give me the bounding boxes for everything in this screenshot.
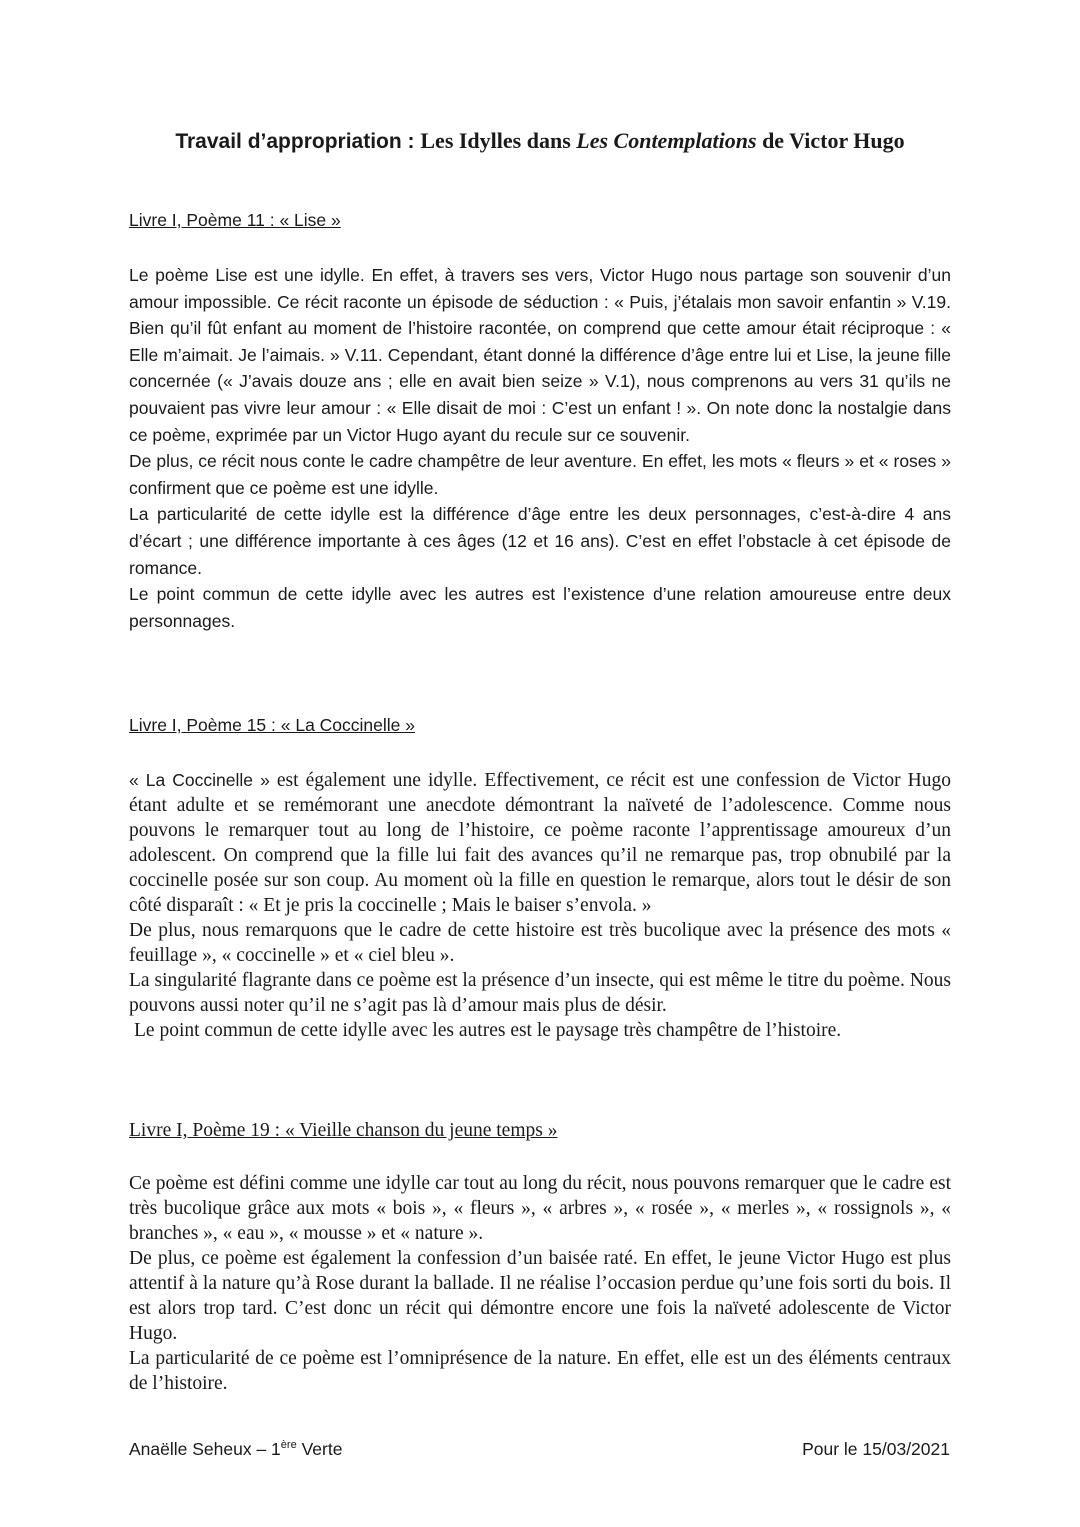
paragraph: « La Coccinelle » est également une idylle. Effectivement, ce récit est une confession de Victor Hugo étant adulte et se remémorant une anecdote démontrant la naïveté de l’adolescence. Comme nous pouvons le remarquer tout au long de l’histoire, ce poème raconte l’apprentissage amoureux d’un adolescent. On comprend que la fille lui fait des avances qu’il ne remarque pas, trop obnubilé par la coccinelle posée sur son coup. Au moment où la fille en question le remarque, alors tout le désir de son côté disparaît : « Et je pris la coccinelle ; Mais le baiser s’envola. » (129, 770, 951, 916)
section-body-vieille-chanson (129, 1171, 951, 1396)
paragraph: Le poème Lise est une idylle. En effet, à travers ses vers, Victor Hugo nous partage son souvenir d’un amour impossible. Ce récit raconte un épisode de séduction : « Puis, j’étalais mon savoir enfantin » V.19. Bien qu’il fût enfant au moment de l’histoire racontée, on comprend que cette amour était réciproque : « Elle m’aimait. Je l’aimais. » V.11. Cependant, étant donné la différence d’âge entre lui et Lise, la jeune fille concernée (« J’avais douze ans ; elle en avait bien seize » V.1), nous comprenons au vers 31 qu’ils ne pouvaient pas vivre leur amour : « Elle disait de moi : C’est un enfant ! ». On note donc la nostalgie dans ce poème, exprimée par un Victor Hugo ayant du recule sur ce souvenir. (129, 265, 951, 445)
section-heading-vieille-chanson: Livre I, Poème 19 : « Vieille chanson du jeune temps » (129, 1120, 558, 1141)
paragraph: Ce poème est défini comme une idylle car tout au long du récit, nous pouvons remarquer que le cadre est très bucolique grâce aux mots « bois », « fleurs », « arbres », « rosée », « merles », « rossignols », « branches », « eau », « mousse » et « nature ». (129, 1173, 951, 1244)
paragraph: La particularité de ce poème est l’omniprésence de la nature. En effet, elle est un des éléments centraux de l’histoire. (129, 1348, 951, 1394)
section-body-lise (129, 262, 951, 634)
paragraph: La particularité de cette idylle est la différence d’âge entre les deux personnages, c’est-à-dire 4 ans d’écart ; une différence importante à ces âges (12 et 16 ans). C’est en effet l’obstacle à cet épisode de romance. (129, 504, 951, 578)
paragraph: La singularité flagrante dans ce poème est la présence d’un insecte, qui est même le titre du poème. Nous pouvons aussi noter qu’il ne s’agit pas là d’amour mais plus de désir. (129, 970, 951, 1016)
document-title (0, 128, 1080, 154)
title-part-1: Travail d’appropriation : (175, 130, 421, 153)
paragraph: Le point commun de cette idylle avec les autres est le paysage très champêtre de l’histoire. (134, 1020, 842, 1041)
title-part-4: de Victor Hugo (756, 128, 905, 153)
paragraph: De plus, ce poème est également la confession d’un baisée raté. En effet, le jeune Victor Hugo est plus attentif à la nature qu’à Rose durant la ballade. Il ne réalise l’occasion perdue qu’une fois sorti du bois. Il est alors trop tard. C’est donc un récit qui démontre encore une fois la naïveté adolescente de Victor Hugo. (129, 1248, 951, 1344)
section-heading-lise: Livre I, Poème 11 : « Lise » (129, 210, 341, 230)
footer-due-date: Pour le 15/03/2021 (802, 1439, 950, 1459)
section-body-coccinelle (129, 768, 951, 1043)
title-part-2: Les Idylles dans (420, 128, 577, 153)
paragraph: De plus, nous remarquons que le cadre de cette histoire est très bucolique avec la présence des mots « feuillage », « coccinelle » et « ciel bleu ». (129, 920, 951, 966)
paragraph: Le point commun de cette idylle avec les autres est l’existence d’une relation amoureuse entre deux personnages. (129, 584, 951, 631)
section-heading-coccinelle: Livre I, Poème 15 : « La Coccinelle » (129, 715, 415, 735)
footer-author: Anaëlle Seheux – 1ère Verte (129, 1439, 343, 1459)
paragraph: De plus, ce récit nous conte le cadre champêtre de leur aventure. En effet, les mots « fleurs » et « roses » confirment que ce poème est une idylle. (129, 451, 951, 498)
title-book-name: Les Contemplations (576, 128, 757, 153)
opening-quote: « La Coccinelle » (129, 770, 270, 790)
